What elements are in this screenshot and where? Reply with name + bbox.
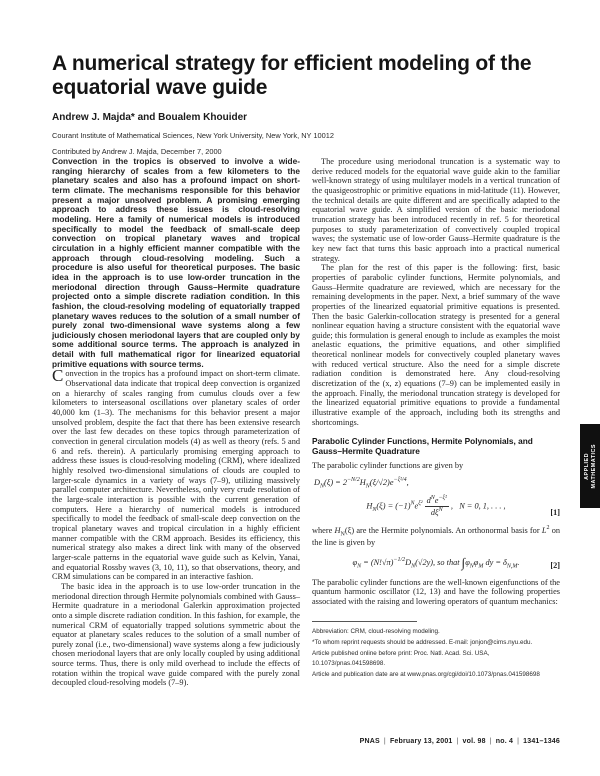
section-tab-line1: APPLIED bbox=[583, 452, 590, 480]
footnotes bbox=[312, 627, 560, 680]
right-column bbox=[312, 157, 560, 688]
paragraph-intro-text: onvection in the tropics has a profound impact on short-term climate. Observational data indicate that tropical deep convection is organized on a hierarchy of scales ranging from cumulus clouds over a few kilometers to interseasonal oscillations over planetary scales of order 40,000 km (1–3). The mechanisms for this behavior present a major unsolved problem, despite the fact that there has been extensive research over the last few decades on these topics through parameterization of convection in general circulation models (4) as well as theory (refs. 5 and 6 and refs. therein). A particularly promising emerging approach to address these issues is cloud-resolving modeling (CRM), where idealized highly resolved two-dimensional simulations of clouds are coupled to larger-scale dynamics in a variety of ways (7–9), utilizing massively parallel computer architecture. Nevertheless, only very crude resolution of the large-scale interaction is possible with the current generation of computers. Here a hierarchy of numerical models is introduced specifically to model the feedback of small-scale deep convection on the tropical planetary waves and tropical circulation in a highly efficient manner compatible with the CRM approach. Besides its efficiency, this numerical strategy also makes a direct link with many of the observed larger-scale patterns in the equatorial wave guide such as Kelvin, Yanai, and equatorial Rossby waves (3, 10, 11), so that observations, theory, and CRM simulations can be compared in an interactive fashion. bbox=[52, 369, 300, 582]
equation-1 bbox=[312, 477, 560, 517]
footer-separator: | bbox=[383, 738, 386, 745]
authors-line: Andrew J. Majda* and Boualem Khouider bbox=[52, 112, 248, 124]
footnote-publication-url: Article and publication date are at www.pnas.org/cgi/doi/10.1073/pnas.041598698 bbox=[312, 670, 540, 678]
footer-separator: | bbox=[489, 738, 492, 745]
paragraph-plan: The plan for the rest of this paper is the following: first, basic properties of parabolic cylinder functions, Hermite polynomials, and Gauss–Hermite quadrature are reviewed, which are necessary for the remaining developments in the paper. Next, a brief summary of the wave properties of the linearized equatorial primitive equations is presented. Then the basic Galerkin-collocation strategy is presented for a general nonlinear equation having a structure consistent with the equatorial wave guide; this formulation is general enough to include as examples the moist anelastic equations, the primitive equations, and other simplified theoretical nonlinear models for convectively coupled planetary waves with reduced vertical structure. Also the need for a simple discrete radiation condition is demonstrated here. Any cloud-resolving discretization of the (x, z) equations (7–9) can be implemented easily in the approach. Finally, the meriodonal truncation strategy is developed for the linearized equatorial primitive equations to provide a fundamental illustrative example of the approach, including both its strengths and shortcomings. bbox=[312, 263, 560, 427]
footer-date: February 13, 2001 bbox=[389, 738, 453, 745]
left-column bbox=[52, 157, 300, 688]
article-title: A numerical strategy for efficient modeling of the equatorial wave guide bbox=[52, 52, 532, 99]
abstract: Convection in the tropics is observed to involve a wide-ranging hierarchy of scales from a few kilometers to the planetary scales and also has a profound impact on short-term climate. The mechanisms responsible for this behavior present a major unsolved problem. A promising emerging approach to address these issues is cloud-resolving modeling. Here a family of numerical models is introduced specifically to model the feedback of small-scale deep convection on tropical planetary waves and tropical circulation in a highly efficient manner compatible with the approach through cloud-resolving modeling. Such a procedure is also useful for theoretical purposes. The basic idea in the approach is to use low-order truncation in the meriodonal direction through Gauss–Hermite quadrature projected onto a simple discrete radiation condition. In this fashion, the cloud-resolving modeling of equatorially trapped planetary waves reduces to the solution of a small number of purely zonal two-dimensional wave systems along a few judiciously chosen meriodonal layers that are coupled only by some additional source terms. The approach is analyzed in detail with full mathematical rigor for linearized equatorial primitive equations with source terms. bbox=[52, 156, 300, 369]
footnote-divider bbox=[312, 621, 417, 622]
footer-issue: no. 4 bbox=[495, 738, 514, 745]
two-column-body bbox=[52, 157, 560, 688]
footer-separator: | bbox=[517, 738, 520, 745]
footer-volume: vol. 98 bbox=[462, 738, 486, 745]
footnote-reprint-email: *To whom reprint requests should be addressed. E-mail: jonjon@cims.nyu.edu. bbox=[312, 638, 533, 646]
paragraph-intro bbox=[52, 366, 300, 582]
paragraph-eigenfunctions: The parabolic cylinder functions are the well-known eigenfunctions of the quantum harmonic oscillator (12, 13) and have the following properties associated with the raising and lowering operators of quantum mechanics: bbox=[312, 577, 560, 606]
paragraph-between-equations: where $H_N(\xi)$ are the Hermite polynomials. An orthonormal basis for $L^2$ on the line is given by bbox=[312, 524, 561, 548]
footnote-abbreviation: Abbreviation: CRM, cloud-resolving modeling. bbox=[312, 627, 440, 635]
contributed-line: Contributed by Andrew J. Majda, December 7, 2000 bbox=[52, 147, 222, 157]
section-tab-line2: MATHEMATICS bbox=[590, 443, 597, 489]
section-heading: Parabolic Cylinder Functions, Hermite Polynomials, and Gauss–Hermite Quadrature bbox=[312, 436, 533, 457]
drop-cap: C bbox=[52, 366, 64, 386]
footer-journal: PNAS bbox=[359, 738, 380, 745]
footer-pages: 1341–1346 bbox=[523, 738, 560, 745]
section-tab-applied-mathematics bbox=[580, 424, 600, 508]
equation-2 bbox=[312, 555, 560, 571]
equation-1-line-1: $D_N(\xi) = 2^{-N/2}H_N(\xi/√2)e^{-\xi^2/4}$, bbox=[314, 477, 409, 490]
equation-1-number: [1] bbox=[550, 507, 560, 517]
equation-2-number: [2] bbox=[550, 560, 560, 570]
paragraph-basic-idea: The basic idea in the approach is to use low-order truncation in the meriodonal direction through Hermite polynomials combined with Gauss–Hermite quadrature in a meriodonal Galerkin approximation projected onto a simple discrete radiation condition. In this fashion, for example, the numerical CRM of equatorially trapped solutions symmetric about the equator at planetary scales reduces to the solution of a small number of purely zonal (i.e., two-dimensional) wave systems along a few judiciously chosen meriodonal layers that are only locally coupled by using additional source terms. Thus, there is only mild overhead to include the effects of rotation within the tropical wave guide compared with the purely zonal decoupled cloud-resolving models (7–9). bbox=[52, 581, 300, 688]
equation-1-line-2: $H_N(\xi) = (-1)^Ne^{\xi^2}$ $\frac{d^Ne^{-\xi^2}}{d\xi^N}$ , N = 0, 1, . . . , bbox=[366, 494, 506, 517]
equation-lead-in: The parabolic cylinder functions are given by bbox=[312, 460, 464, 470]
equation-2-line: $\varphi_N = (N!√\pi)^{-1/2}D_N(√2y)$, so that $\int\varphi_N\varphi_M$ dy = $\delta_{N,M}$. bbox=[352, 554, 520, 570]
masthead bbox=[52, 52, 560, 156]
footnote-published-online: Article published online before print: Proc. Natl. Acad. Sci. USA, 10.1073/pnas.041598698. bbox=[312, 649, 490, 667]
page-footer bbox=[360, 738, 560, 745]
affiliation-line: Courant Institute of Mathematical Sciences, New York University, New York, NY 10012 bbox=[52, 131, 334, 141]
paragraph-procedure: The procedure using meriodonal truncation is a systematic way to derive reduced models for the equatorial wave guide akin to the familiar well-known strategy of using multilayer models in a vertical truncation of the quasigeostrophic or primitive equations in mid-latitude (11). However, the technical details are quite different and are specifically adapted to the equatorial wave guide. A simplified version of the basic meriodonal truncation strategy has been introduced recently in ref. 5 for theoretical purposes to study parameterization of convectively coupled tropical waves; the systematic use of low-order Gauss–Hermite quadrature is the key new fact that turns this basic approach into a practical numerical strategy. bbox=[312, 157, 560, 263]
footer-separator: | bbox=[456, 738, 459, 745]
